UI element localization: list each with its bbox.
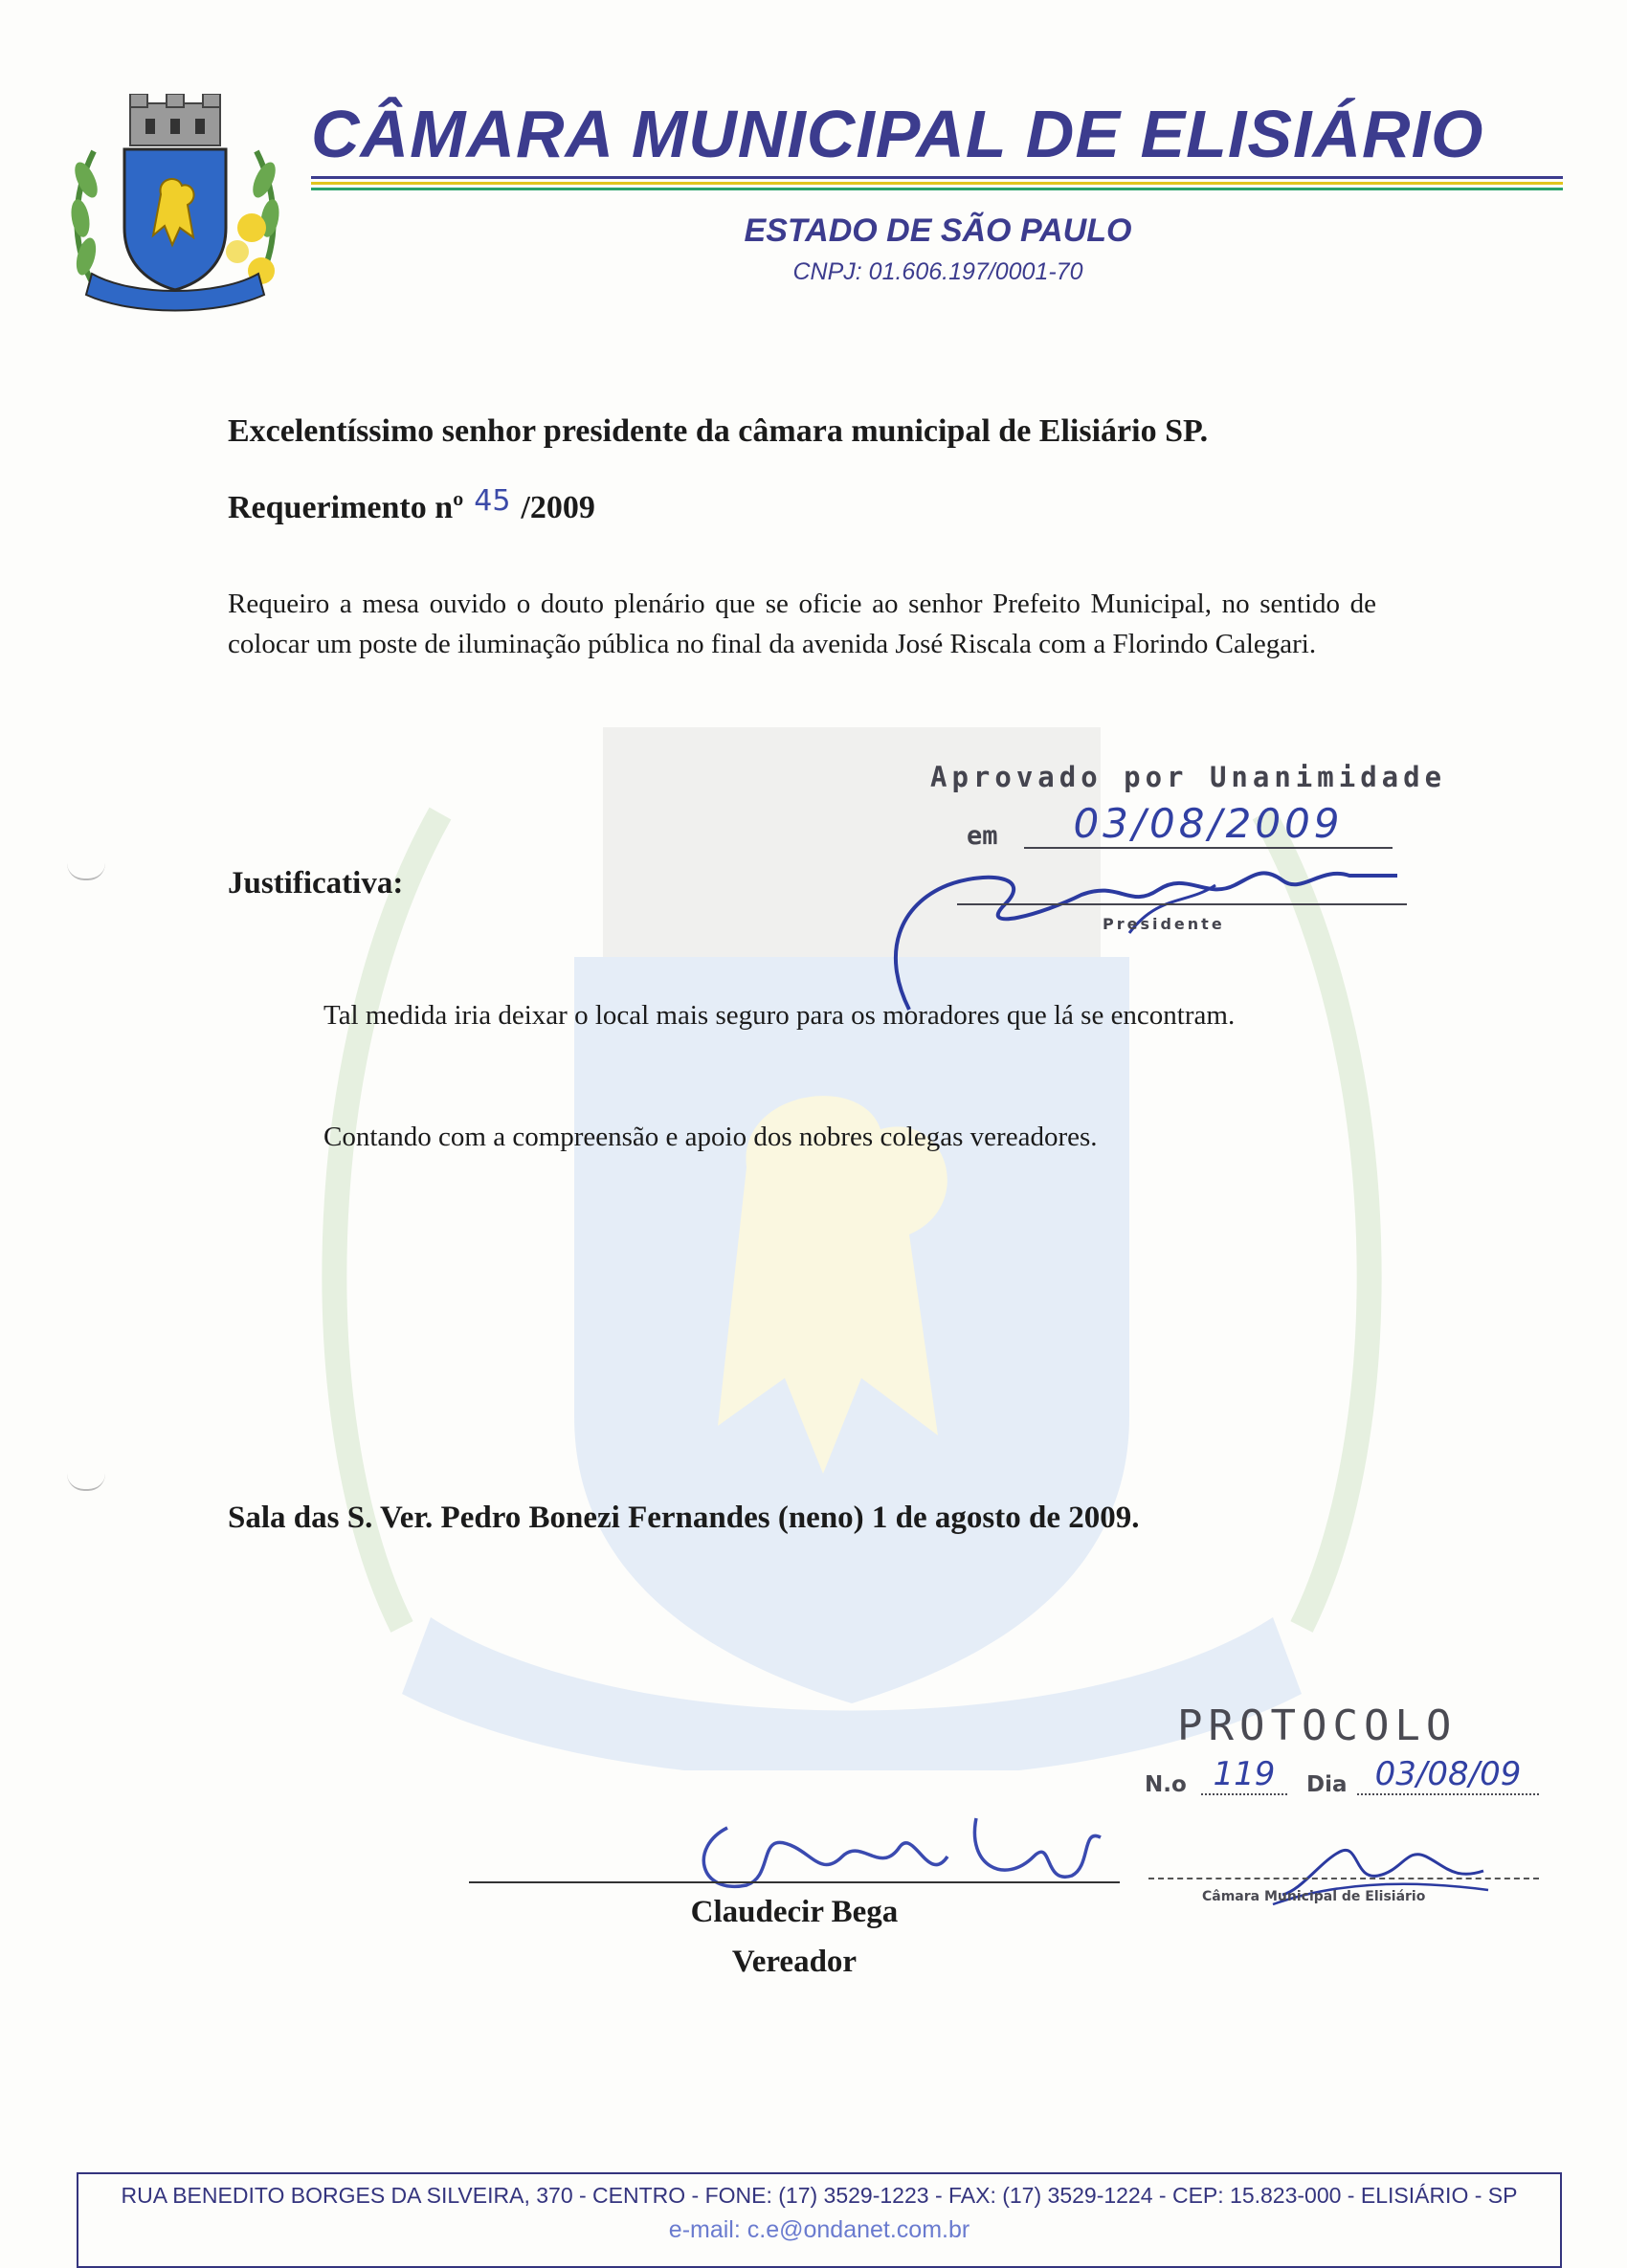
protocol-date: 03/08/09 <box>1357 1755 1539 1795</box>
header-rule-blue <box>311 176 1563 179</box>
cnpj-number: CNPJ: 01.606.197/0001-70 <box>792 258 1083 285</box>
organization-title: CÂMARA MUNICIPAL DE ELISIÁRIO <box>311 97 1484 171</box>
footer-email: e-mail: c.e@ondanet.com.br <box>668 2216 970 2243</box>
header-rule-yellow <box>311 182 1563 185</box>
binder-hole <box>67 863 105 880</box>
protocol-day-label: Dia <box>1306 1772 1348 1797</box>
signer-title: Vereador <box>731 1945 858 1979</box>
requerimento-heading <box>228 484 595 526</box>
signature-line <box>469 1881 1120 1883</box>
salutation-line: Excelentíssimo senhor presidente da câmara municipal de Elisiário SP. <box>228 413 1209 449</box>
protocol-stamp-title: PROTOCOLO <box>1177 1701 1458 1750</box>
approval-president-label: Presidente <box>1103 915 1225 933</box>
protocol-organization: Câmara Municipal de Elisiário <box>1202 1889 1426 1904</box>
protocol-signature-line <box>1148 1878 1539 1879</box>
president-signature <box>842 847 1436 1019</box>
state-name: ESTADO DE SÃO PAULO <box>744 212 1132 249</box>
justification-heading: Justificativa: <box>228 866 404 901</box>
approval-stamp-text: Aprovado por Unanimidade <box>930 761 1447 793</box>
header-rule-green <box>311 188 1563 190</box>
requerimento-year: /2009 <box>521 490 595 525</box>
requerimento-prefix: Requerimento nº <box>228 490 464 525</box>
binder-hole <box>67 1474 105 1491</box>
approval-date-handwritten: 03/08/2009 <box>1024 800 1393 849</box>
vereador-signature <box>689 1790 1110 1904</box>
justification-paragraph-1: Tal medida iria deixar o local mais seguro para os moradores que lá se encontram. <box>323 1000 1236 1031</box>
justification-paragraph-2: Contando com a compreensão e apoio dos nobres colegas vereadores. <box>323 1122 1098 1152</box>
requerimento-number: 45 <box>474 484 511 518</box>
footer-address: RUA BENEDITO BORGES DA SILVEIRA, 370 - CENTRO - FONE: (17) 3529-1223 - FAX: (17) 3529-1224 - CEP: 15.823-000 - ELISIÁRIO - SP <box>121 2183 1518 2208</box>
approval-date-prefix: em <box>967 821 998 851</box>
protocol-number-label: N.o <box>1145 1772 1187 1797</box>
protocol-number: 119 <box>1201 1755 1287 1795</box>
municipal-crest-logo <box>65 94 285 323</box>
session-date-line: Sala das S. Ver. Pedro Bonezi Fernandes (neno) 1 de agosto de 2009. <box>228 1501 1140 1535</box>
signer-name: Claudecir Bega <box>690 1895 899 1929</box>
request-paragraph: Requeiro a mesa ouvido o douto plenário que se oficie ao senhor Prefeito Municipal, no sentido de colocar um poste de iluminação pública no final da avenida José Riscala com a Florindo Calegari. <box>228 589 1376 659</box>
